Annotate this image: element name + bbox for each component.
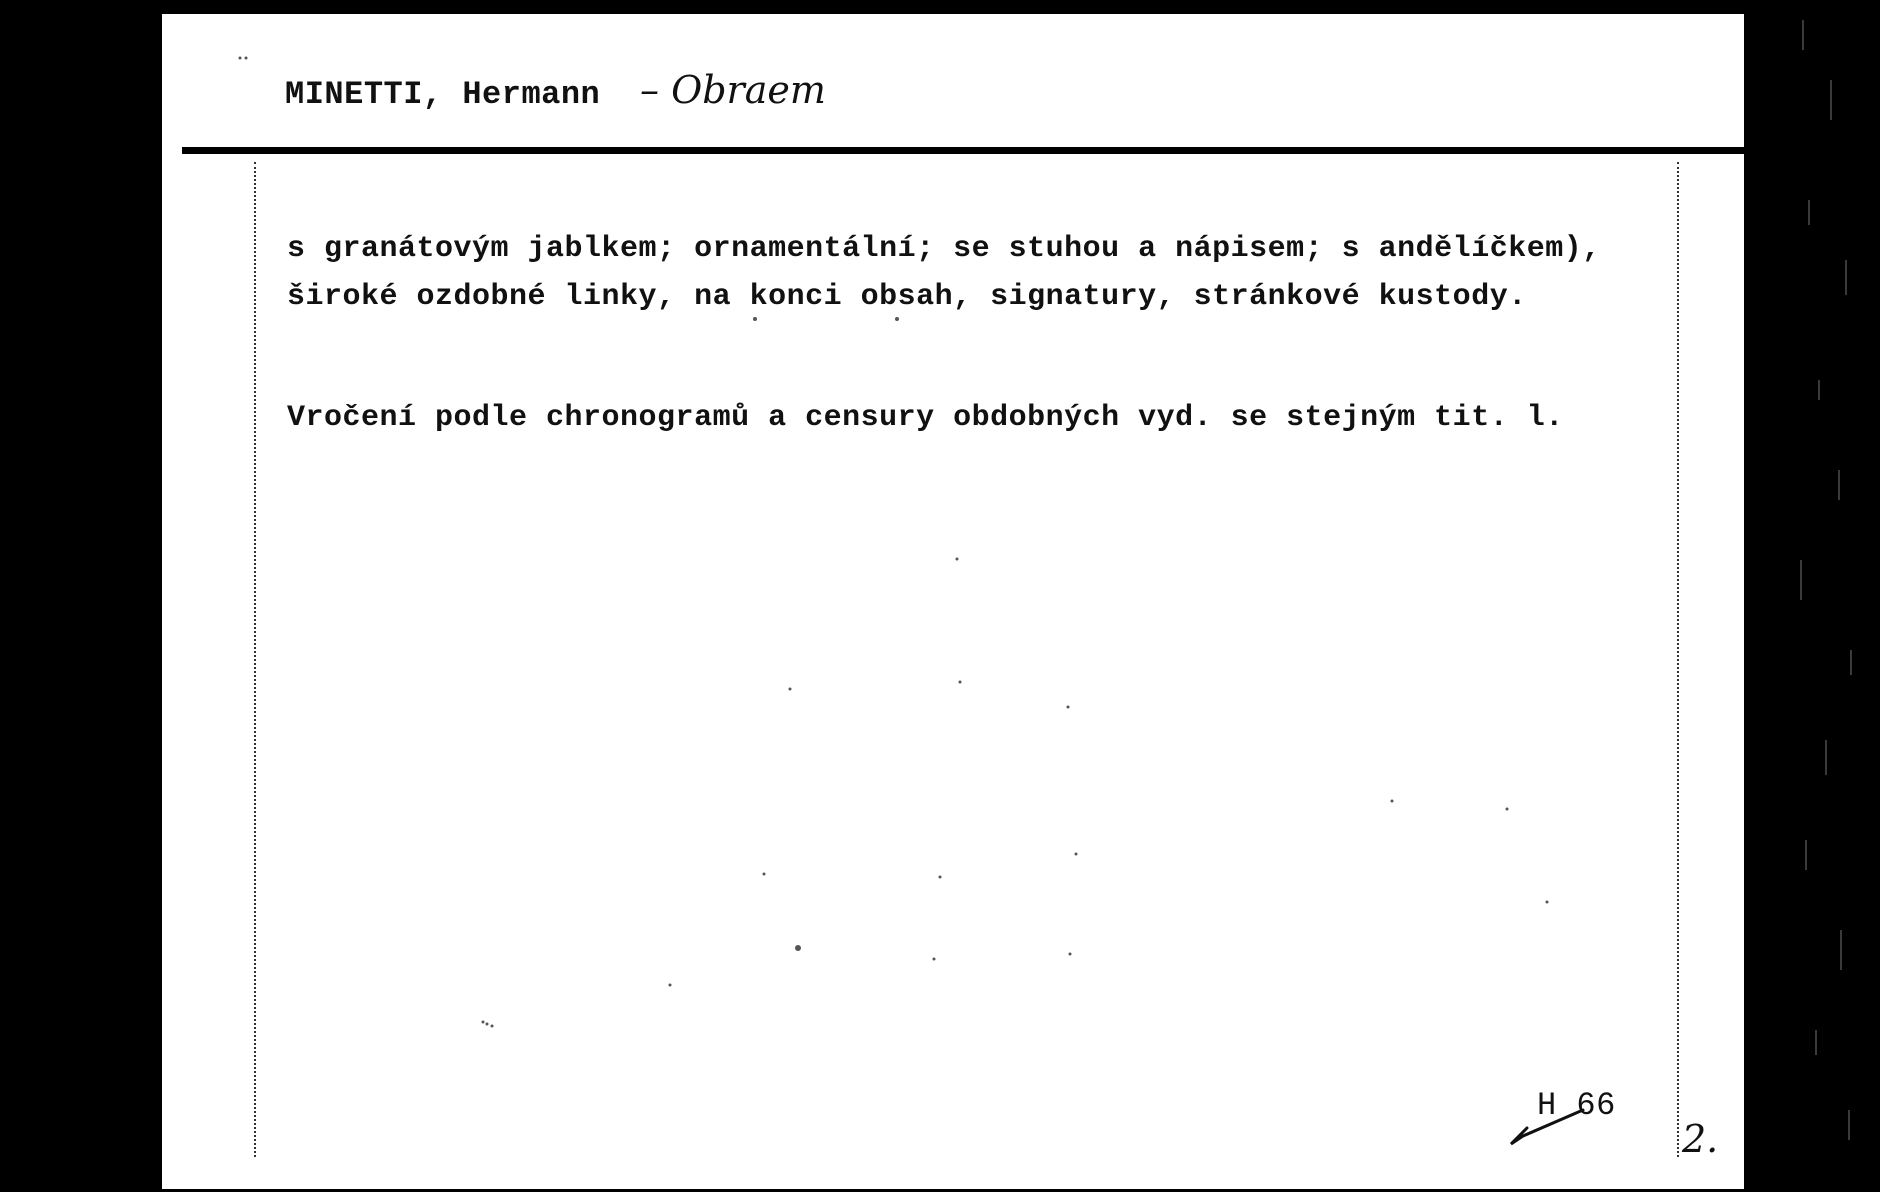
body-line: s granátovým jablkem; ornamentální; se stuhou a nápisem; s andělíčkem), bbox=[287, 232, 1601, 266]
card-heading: MINETTI, Hermann bbox=[285, 76, 601, 113]
handwritten-heading-note: – Obraem bbox=[640, 68, 826, 112]
scan-edge-noise bbox=[1790, 0, 1880, 1192]
body-line: Vročení podle chronogramů a censury obdobných vyd. se stejným tit. l. bbox=[287, 401, 1564, 435]
card-number: 2. bbox=[1682, 1117, 1719, 1161]
shelfmark: H 66 bbox=[1537, 1087, 1616, 1124]
scan-specks bbox=[162, 14, 1744, 1189]
catalog-card bbox=[162, 14, 1744, 1189]
body-line: široké ozdobné linky, na konci obsah, signatury, stránkové kustody. bbox=[287, 280, 1527, 314]
